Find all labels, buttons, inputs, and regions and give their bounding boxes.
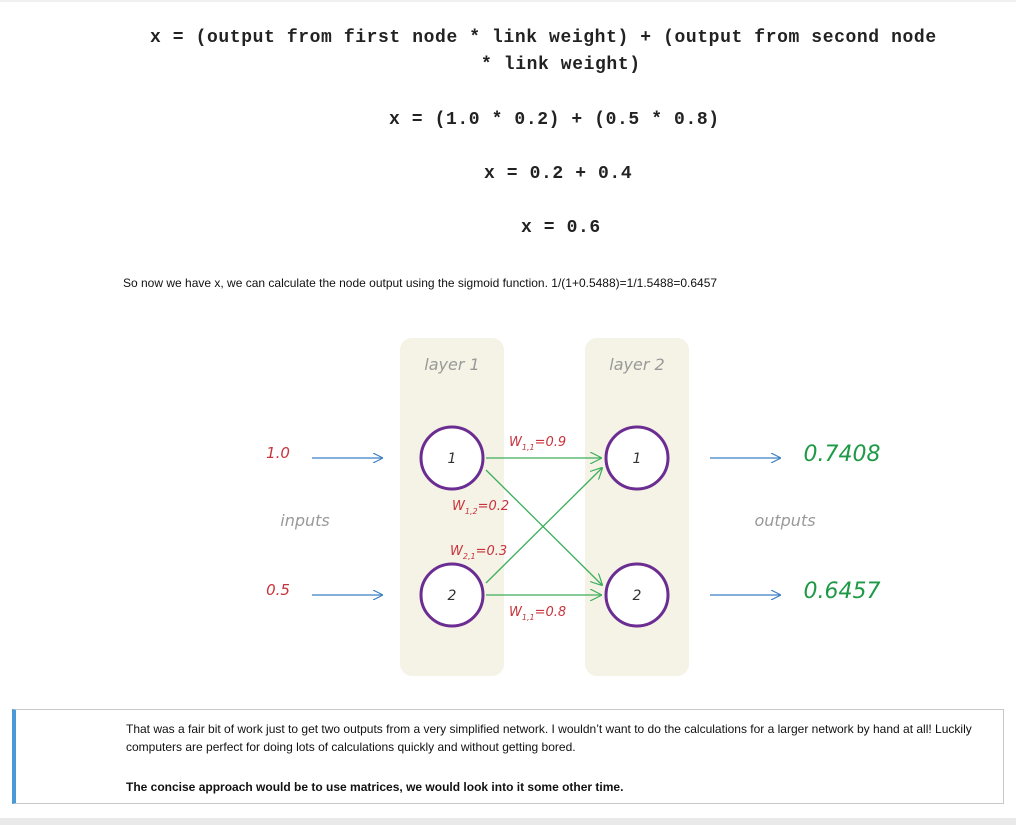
equation-line-1: x = (output from first node * link weight) + (output from second node bbox=[150, 28, 937, 48]
bottom-scroll-area bbox=[0, 818, 1016, 825]
output-2-value: 0.6457 bbox=[803, 579, 881, 604]
layer-1-label: layer 1 bbox=[424, 355, 480, 374]
inputs-label: inputs bbox=[280, 511, 330, 530]
layer-2-node-2-label: 2 bbox=[632, 588, 642, 604]
layer-1-node-1-label: 1 bbox=[447, 451, 457, 467]
weight-w11-bottom: $W_{1,1}=0.8$ bbox=[509, 605, 567, 622]
layer-2-label: layer 2 bbox=[609, 355, 665, 374]
equation-line-1-continued: * link weight) bbox=[481, 55, 641, 75]
note-callout bbox=[12, 709, 1004, 804]
weight-w21: $W_{2,1}=0.3$ bbox=[450, 544, 508, 561]
input-1-value: 1.0 bbox=[266, 444, 290, 462]
top-divider bbox=[0, 0, 1016, 2]
weight-w11-top: $W_{1,1}=0.9$ bbox=[509, 435, 567, 452]
note-bold-paragraph: The concise approach would be to use matrices, we would look into it some other time. bbox=[126, 780, 624, 794]
output-1-value: 0.7408 bbox=[803, 442, 881, 467]
equation-line-3: x = 0.2 + 0.4 bbox=[484, 164, 633, 184]
layer-2-node-1-label: 1 bbox=[632, 451, 642, 467]
note-paragraph: That was a fair bit of work just to get two outputs from a very simplified network. I wouldn’t want to do the calculations for a larger network by hand at all! Luckily computers are perfect for doing lots of calculations quickly and without getting bored. bbox=[126, 722, 972, 754]
neural-network-diagram bbox=[250, 330, 900, 680]
weight-w12: $W_{1,2}=0.2$ bbox=[452, 499, 510, 516]
sigmoid-paragraph: So now we have x, we can calculate the node output using the sigmoid function. 1/(1+0.5488)=1/1.5488=0.6457 bbox=[123, 276, 718, 290]
input-2-value: 0.5 bbox=[266, 581, 290, 599]
equation-line-2: x = (1.0 * 0.2) + (0.5 * 0.8) bbox=[389, 110, 720, 130]
outputs-label: outputs bbox=[754, 511, 816, 530]
layer-1-node-2-label: 2 bbox=[447, 588, 457, 604]
equation-line-4: x = 0.6 bbox=[521, 218, 601, 238]
